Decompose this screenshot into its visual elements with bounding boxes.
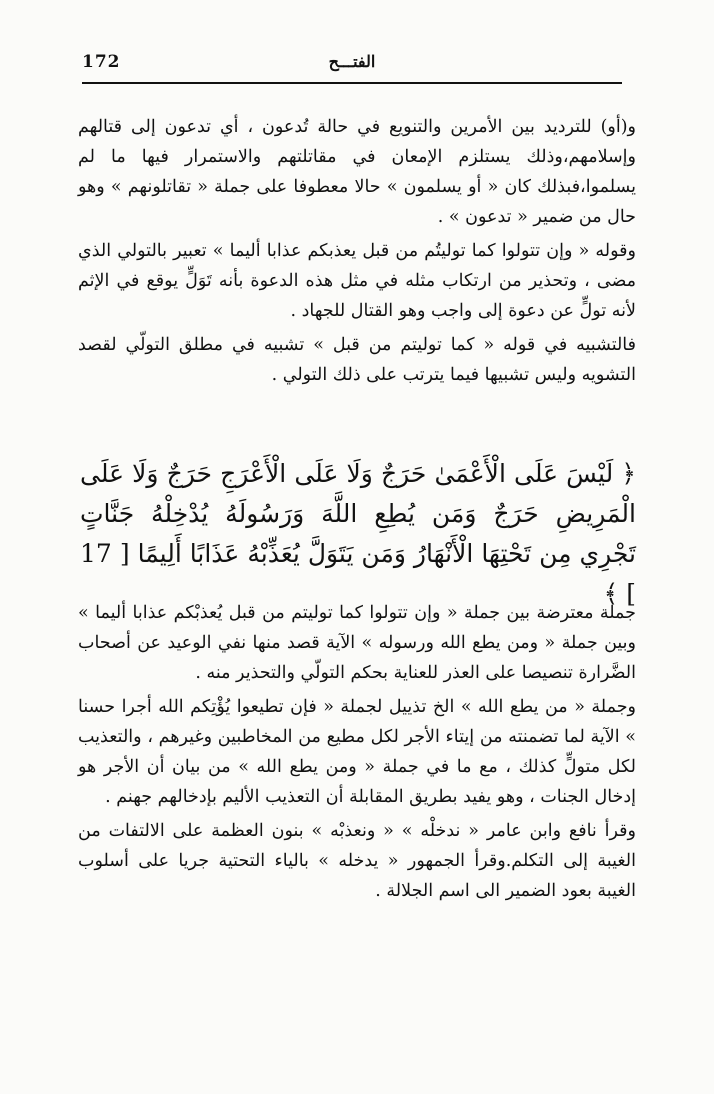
text-line: مضى ، وتحذير من ارتكاب مثله في مثل هذه الدعوة بأنه تَوَلٍّ يوقع في الإثم لأنه <box>78 271 636 321</box>
text-line: جهنم . <box>105 787 153 807</box>
text-line: « تدعون » . <box>437 207 528 227</box>
text-line: تولٍّ عن دعوة إلى واجب وهو القتال للجهاد . <box>290 301 607 321</box>
text-line: الغيبة إلى التكلم.وقرأ الجمهور « يدخله » بالياء التحتية جريا على أسلوب الغيبة <box>78 851 636 901</box>
text-line: الضَّرارة تنصيصا على العذر للعناية بحكم التولّي والتحذير منه . <box>195 663 636 683</box>
text-line: جملة معترضة بين جملة « وإن تتولوا كما توليتم من قبل يُعذبْكم عذابا أليما » <box>78 603 636 623</box>
text-line: كان « أو يسلمون » حالا معطوفا على جملة « تقاتلونهم » وهو حال من ضمير <box>78 177 636 227</box>
text-line: وقرأ نافع وابن عامر « ندخلْه » « ونعذبْه » بنون العظمة على الالتفات من <box>78 821 636 841</box>
text-line: الأجر هو إدخال الجنات ، وهو يفيد بطريق المقابلة أن التعذيب الأليم بإدخالهم <box>78 757 636 807</box>
text-line: والتعذيب لكل متولٍّ كذلك ، مع ما في جملة « ومن يطع الله » من بيان أن <box>78 727 636 777</box>
commentary-block-2 <box>78 598 636 906</box>
paragraph-5 <box>78 692 636 812</box>
text-line: فالتشبيه في قوله « كما توليتم من قبل » تشبيه في مطلق التولّي لقصد التشويه <box>78 335 636 385</box>
paragraph-1 <box>78 112 636 232</box>
text-line: بعود الضمير الى اسم الجلالة . <box>375 881 592 901</box>
text-line: و(أو) للترديد بين الأمرين والتنويع في حالة تُدعون ، أي تدعون إلى قتالهم <box>78 117 636 137</box>
text-line: وبين جملة « ومن يطع الله ورسوله » الآية قصد منها نفي الوعيد عن أصحاب <box>78 633 636 653</box>
text-line: وليس تشبيها فيما يترتب على ذلك التولي . <box>271 365 577 385</box>
paragraph-4 <box>78 598 636 688</box>
page-number: 172 <box>82 52 121 72</box>
page-header <box>82 48 622 84</box>
text-line: وإسلامهم،وذلك يستلزم الإمعان في مقاتلتهم والاستمرار فيها ما لم يسلموا،فبذلك <box>78 147 636 197</box>
running-title: الفتـــح <box>328 52 376 71</box>
commentary-block-1 <box>78 112 636 390</box>
text-line: وجملة « من يطع الله » الخ تذييل لجملة « فإن تطيعوا يُؤْتِكم الله أجرا <box>121 697 636 717</box>
text-line: وقوله « وإن تتولوا كما توليتُم من قبل يعذبكم عذابا أليما » تعبير بالتولي الذي <box>78 241 636 261</box>
paragraph-6 <box>78 816 636 906</box>
paragraph-3 <box>78 330 636 390</box>
quran-verse: ﴿ لَيْسَ عَلَى الْأَعْمَىٰ حَرَجٌ وَلَا عَلَى الْأَعْرَجِ حَرَجٌ وَلَا عَلَى الْمَرِيضِ حَرَجٌ وَمَن يُطِعِ اللَّهَ وَرَسُولَهُ يُدْخِلْهُ جَنَّاتٍ تَجْرِي مِن تَحْتِهَا الْأَنْهَارُ وَمَن يَتَوَلَّ يُعَذِّبْهُ عَذَابًا أَلِيمًا [ 17 ] ﴾ <box>80 459 636 608</box>
text-line: حسنا » الآية لما تضمنته من إيتاء الأجر لكل مطيع من المخاطبين وغيرهم ، <box>78 697 636 747</box>
paragraph-2 <box>78 236 636 326</box>
